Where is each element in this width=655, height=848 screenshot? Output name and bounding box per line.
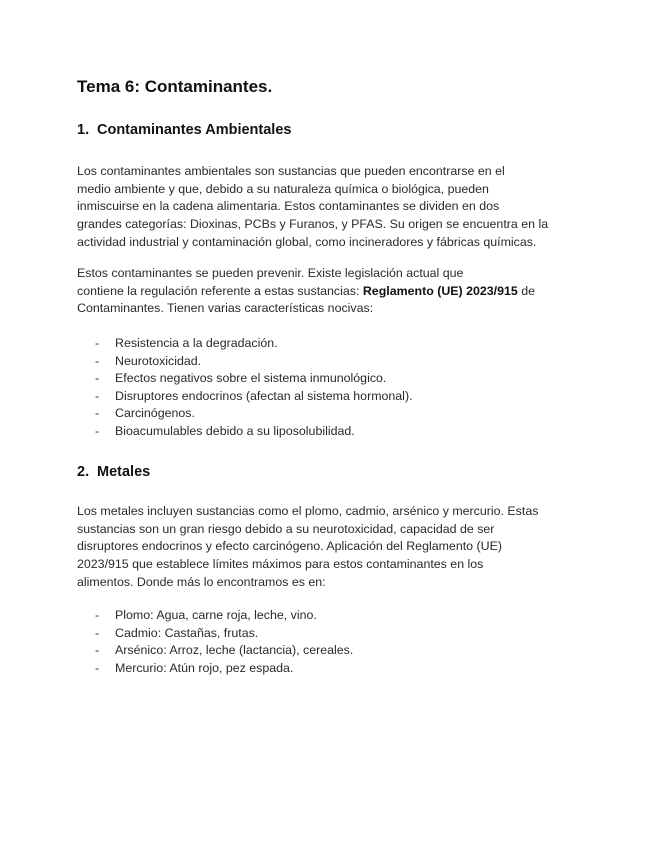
paragraph-line: alimentos. Donde más lo encontramos es en:: [77, 574, 326, 589]
paragraph-line: Los metales incluyen sustancias como el plomo, cadmio, arsénico y mercurio. Estas: [77, 504, 539, 518]
bullet-marker: -: [95, 660, 100, 675]
list-item: [95, 405, 413, 423]
paragraph-ambientales-intro: [77, 163, 577, 252]
section-number: 2.: [77, 464, 90, 480]
bullet-list-caracteristicas: [95, 335, 413, 441]
list-item-text: Efectos negativos sobre el sistema inmunológico.: [115, 371, 387, 386]
paragraph-line: medio ambiente y que, debido a su naturaleza química o biológica, pueden: [77, 181, 489, 196]
list-item: [95, 625, 353, 643]
section-title: Metales: [97, 464, 151, 480]
paragraph-line: grandes categorías: Dioxinas, PCBs y Furanos, y PFAS. Su origen se encuentra en la: [77, 217, 549, 232]
list-item-text: Disruptores endocrinos (afectan al sistema hormonal).: [115, 388, 413, 403]
list-item: [95, 423, 413, 441]
list-item-text: Carcinógenos.: [115, 406, 195, 421]
list-item: [95, 642, 353, 660]
bullet-marker: -: [95, 625, 100, 640]
bullet-marker: -: [95, 388, 100, 403]
text-run: contiene la regulación referente a estas sustancias:: [77, 283, 363, 298]
bullet-list-metales: [95, 607, 353, 677]
section-title: Contaminantes Ambientales: [97, 122, 292, 138]
list-item: [95, 335, 413, 353]
regulation-reference: Reglamento (UE) 2023/915: [362, 283, 518, 298]
page-title: Tema 6: Contaminantes.: [77, 77, 273, 96]
list-item-text: Neurotoxicidad.: [115, 353, 202, 368]
section-heading-metales: [77, 464, 150, 480]
bullet-marker: -: [95, 608, 100, 622]
paragraph-line: 2023/915 que establece límites máximos para estos contaminantes en los: [77, 557, 484, 572]
list-item: [95, 388, 413, 406]
paragraph-line: [77, 283, 577, 301]
paragraph-line: inmiscuirse en la cadena alimentaria. Estos contaminantes se dividen en dos: [77, 199, 500, 214]
paragraph-line: disruptores endocrinos y efecto carcinógeno. Aplicación del Reglamento (UE): [77, 539, 502, 554]
paragraph-line: Contaminantes. Tienen varias características nocivas:: [77, 301, 374, 316]
list-item-text: Cadmio: Castañas, frutas.: [115, 625, 259, 640]
bullet-marker: -: [95, 406, 100, 421]
paragraph-line: Estos contaminantes se pueden prevenir. Existe legislación actual que: [77, 266, 464, 280]
list-item-text: Bioacumulables debido a su liposolubilidad.: [115, 423, 355, 438]
section-number: 1.: [77, 122, 90, 138]
bullet-marker: -: [95, 371, 100, 386]
paragraph-ambientales-legislacion: [77, 265, 577, 318]
text-run: de: [517, 283, 536, 298]
paragraph-line: Los contaminantes ambientales son sustancias que pueden encontrarse en el: [77, 164, 505, 178]
list-item: [95, 370, 413, 388]
paragraph-line: sustancias son un gran riesgo debido a su neurotoxicidad, capacidad de ser: [77, 521, 495, 536]
section-heading-ambientales: [77, 122, 291, 138]
paragraph-metales: [77, 503, 577, 592]
list-item-text: Resistencia a la degradación.: [115, 336, 278, 350]
list-item: [95, 607, 353, 625]
list-item-text: Arsénico: Arroz, leche (lactancia), cereales.: [115, 643, 354, 658]
list-item: [95, 660, 353, 678]
paragraph-line: actividad industrial y contaminación global, como incineradores y fábricas químicas.: [77, 234, 537, 249]
list-item-text: Mercurio: Atún rojo, pez espada.: [115, 660, 294, 675]
bullet-marker: -: [95, 643, 100, 658]
bullet-marker: -: [95, 336, 100, 350]
bullet-marker: -: [95, 423, 100, 438]
list-item-text: Plomo: Agua, carne roja, leche, vino.: [115, 608, 317, 622]
bullet-marker: -: [95, 353, 100, 368]
list-item: [95, 353, 413, 371]
